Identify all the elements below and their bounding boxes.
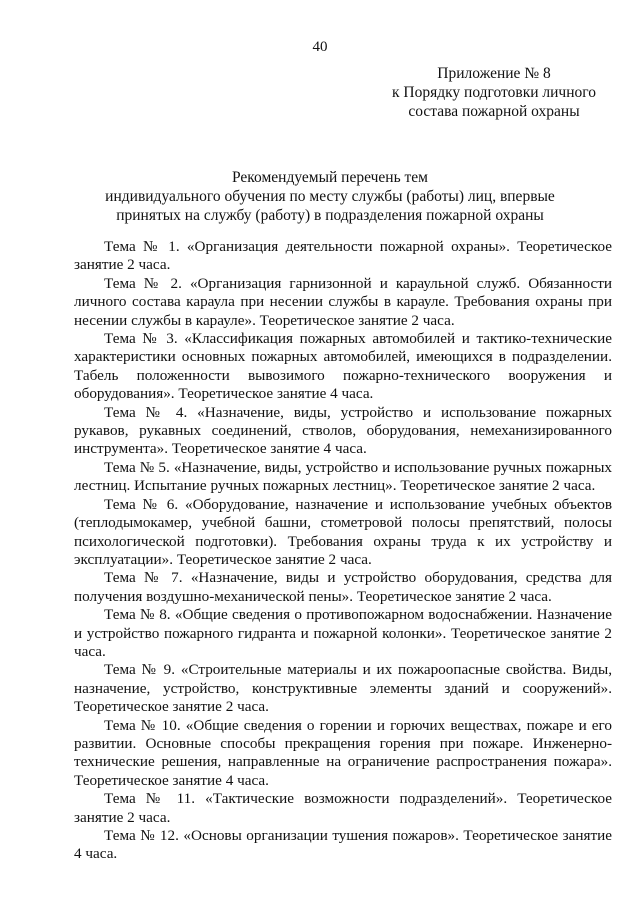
topic-label: Тема № 3. [104,330,178,348]
topic-label: Тема № 11. [104,790,196,808]
topic-item [74,717,612,791]
topic-item [74,404,612,459]
topic-label: Тема № 6. [104,495,179,513]
topic-label: Тема № 4. [104,403,188,421]
topic-text: «Назначение, виды, устройство и использование пожарных рукавов, рукавных соединений, стволов, оборудования, немеханизированного инструмента». Теоретическое занятие 4 часа. [74,403,613,458]
title-line-2: индивидуального обучения по месту службы (работы) лиц, впервые [105,188,555,205]
topic-text: «Организация гарнизонной и караульной служб. Обязанности личного состава караула при несении службы в карауле. Требования охраны при несении службы в карауле». Теоретическое занятие 2 часа. [74,274,612,329]
topic-label: Тема № 9. [104,661,176,679]
topic-item [74,569,612,606]
appendix-header [378,64,610,121]
topic-item [74,606,612,661]
appendix-line-1: Приложение № 8 [437,65,551,82]
topic-label: Тема № 10. [104,716,181,734]
topic-label: Тема № 7. [104,569,183,587]
topic-item [74,275,612,330]
topic-text: «Организация деятельности пожарной охраны». Теоретическое занятие 2 часа. [74,238,613,274]
topic-item [74,459,612,496]
topic-label: Тема № 8. [104,606,171,624]
topic-text: «Общие сведения о противопожарном водоснабжении. Назначение и устройство пожарного гидранта и пожарной колонки». Теоретическое занятие 2 часа. [74,606,612,660]
topic-item [74,790,612,827]
topic-item [74,496,612,570]
topic-text: «Основы организации тушения пожаров». Теоретическое занятие 4 часа. [74,827,613,863]
topic-item [74,238,612,275]
title-line-1: Рекомендуемый перечень тем [232,169,428,186]
appendix-line-2: к Порядку подготовки личного [392,84,596,101]
document-title [70,168,590,225]
topic-text: «Строительные материалы и их пожароопасные свойства. Виды, назначение, устройство, конструктивные элементы зданий и сооружений». Теоретическое занятие 2 часа. [74,661,612,716]
topics-list [74,238,612,864]
topic-text: «Общие сведения о горении и горючих веществах, пожаре и его развитии. Основные способы прекращения горения при пожаре. Инженерно-технические решения, направленные на ограничение распространения пожара». Теоретическое занятие 4 часа. [74,716,612,789]
topic-text: «Оборудование, назначение и использование учебных объектов (теплодымокамер, учебной башни, стометровой полосы препятствий, полосы психологической подготовки). Требования охраны труда к их устройству и эксплуатации». Теоретическое занятие 2 часа. [74,495,612,568]
topic-item [74,827,612,864]
page-number: 40 [312,39,328,55]
topic-label: Тема № 1. [104,238,180,255]
topic-label: Тема № 12. [104,827,179,844]
appendix-line-3: состава пожарной охраны [408,103,580,120]
topic-text: «Классификация пожарных автомобилей и тактико-технические характеристики основных пожарных автомобилей, имеющихся в подразделении. Табель положенности вывозимого пожарно-технического вооружения и оборудования». Теоретическое занятие 4 часа. [74,330,613,403]
topic-text: «Тактические возможности подразделений». Теоретическое занятие 2 часа. [74,790,612,826]
topic-item [74,330,612,404]
topic-text: «Назначение, виды, устройство и использование ручных пожарных лестниц. Испытание ручных пожарных лестниц». Теоретическое занятие 2 часа. [74,458,613,495]
topic-label: Тема № 5. [104,458,170,476]
topic-text: «Назначение, виды и устройство оборудования, средства для получения воздушно-механической пены». Теоретическое занятие 2 часа. [74,569,612,605]
title-line-3: принятых на службу (работу) в подразделения пожарной охраны [116,207,544,224]
topic-label: Тема № 2. [104,274,182,292]
topic-item [74,661,612,716]
